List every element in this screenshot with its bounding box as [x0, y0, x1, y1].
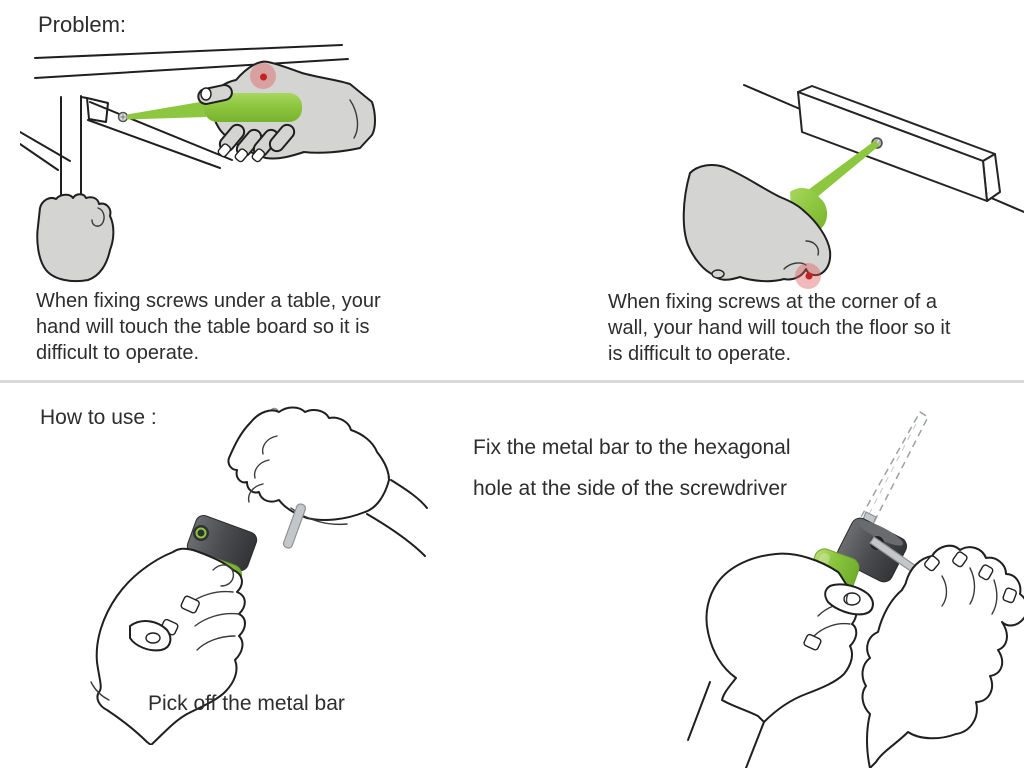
caption-line: Fix the metal bar to the hexagonal	[473, 436, 791, 459]
fist-graphic	[228, 408, 427, 557]
caption-line: is difficult to operate.	[608, 343, 792, 365]
hex-hole-ring	[193, 525, 209, 541]
caption-line: When fixing screws at the corner of a	[608, 291, 938, 313]
contact-highlight	[250, 63, 276, 89]
figure-fix-bar	[680, 410, 1024, 768]
caption-wall-corner	[608, 289, 950, 367]
left-hand-graphic	[688, 554, 873, 768]
caption-under-table	[36, 288, 381, 366]
shaft-phantom-graphic	[860, 412, 928, 532]
caption-line: wall, your hand will touch the floor so it	[608, 317, 951, 339]
figure-under-table	[20, 40, 420, 290]
second-hand-fist-graphic	[37, 194, 113, 281]
figure-wall-corner	[640, 45, 1024, 295]
section-divider	[0, 380, 1024, 383]
caption-line: When fixing screws under a table, your	[36, 290, 381, 312]
problem-section-title: Problem:	[38, 12, 127, 37]
caption-line: hand will touch the table board so it is	[36, 316, 370, 338]
caption-line: difficult to operate.	[36, 342, 200, 364]
screw-icon	[119, 113, 128, 122]
caption-pick-off-bar: Pick off the metal bar	[148, 692, 345, 715]
wall-board-graphic	[744, 85, 1024, 212]
contact-highlight	[795, 263, 821, 289]
how-to-use-title: How to use :	[40, 406, 157, 429]
caption-line: hole at the side of the screwdriver	[473, 477, 787, 500]
